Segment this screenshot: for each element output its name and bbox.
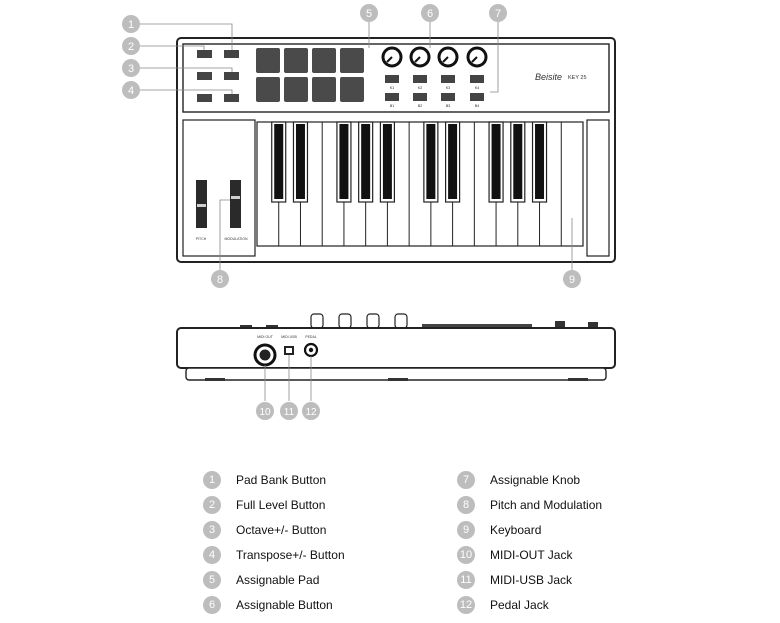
transpose-minus-button[interactable] [197,94,212,102]
pad[interactable] [312,48,336,73]
assignable-button[interactable] [441,75,455,83]
modulation-label: MODULATION [224,237,248,241]
legend [0,465,780,623]
legend-number: 8 [457,496,475,514]
callout-number: 5 [365,8,373,20]
black-key-top [361,124,370,199]
pad-label: B2 [417,104,423,108]
keyboard [257,122,583,246]
legend-number: 3 [203,521,221,539]
knob[interactable] [439,48,457,66]
assignable-button[interactable] [385,75,399,83]
legend-item [457,570,572,590]
legend-item [203,570,319,590]
pad-bank-button[interactable] [197,50,212,58]
knob-label: K2 [417,86,423,90]
callout-number: 9 [568,274,576,286]
black-key-top [383,124,392,199]
legend-item [457,520,541,540]
legend-label: Assignable Button [236,598,333,612]
legend-label: MIDI-USB Jack [490,573,573,587]
callout-number: 3 [127,63,135,75]
knob-label: K3 [445,86,451,90]
black-key-top [426,124,435,199]
legend-number: 9 [457,521,475,539]
legend-item [203,545,345,565]
modulation-wheel[interactable] [230,180,241,228]
octave-minus-button[interactable] [197,72,212,80]
legend-item [203,595,333,615]
back-body [177,328,615,368]
legend-number: 4 [203,546,221,564]
pad-label: B3 [445,104,451,108]
knob[interactable] [383,48,401,66]
legend-label: Pitch and Modulation [490,498,603,512]
black-key-top [535,124,544,199]
callout-number: 7 [494,8,502,20]
black-key-top [339,124,348,199]
legend-label: Assignable Pad [236,573,320,587]
midi-usb-jack[interactable] [284,346,294,355]
legend-number: 7 [457,471,475,489]
pedal-label: PEDAL [305,335,317,339]
legend-item [203,470,326,490]
callout-number: 4 [127,85,135,97]
legend-item [203,520,326,540]
midi-out-jack[interactable] [255,345,275,365]
pad-label: B1 [389,104,395,108]
legend-label: Pedal Jack [490,598,549,612]
black-key-top [296,124,305,199]
pad[interactable] [284,77,308,102]
pitch-label: PITCH [195,237,207,241]
knob-label: K4 [474,86,480,90]
black-key-top [448,124,457,199]
legend-number: 1 [203,471,221,489]
legend-number: 11 [457,571,475,589]
assignable-button[interactable] [413,75,427,83]
legend-label: MIDI-OUT Jack [490,548,573,562]
legend-label: Pad Bank Button [236,473,327,487]
callout-number: 6 [426,8,434,20]
legend-number: 5 [203,571,221,589]
wheel-panel [183,120,255,256]
assignable-button[interactable] [470,75,484,83]
black-key-top [274,124,283,199]
legend-number: 6 [203,596,221,614]
pad[interactable] [312,77,336,102]
pedal-jack[interactable] [305,344,317,356]
callout-number: 8 [216,274,224,286]
legend-number: 2 [203,496,221,514]
pad-label: B4 [474,104,480,108]
legend-label: Octave+/- Button [236,523,327,537]
pad[interactable] [256,48,280,73]
pitch-wheel[interactable] [196,180,207,228]
pad[interactable] [284,48,308,73]
legend-label: Full Level Button [236,498,326,512]
assignable-button[interactable] [470,93,484,101]
legend-item [203,495,325,515]
knob[interactable] [468,48,486,66]
callout-number: 10 [259,407,271,418]
model-name: KEY 25 [568,75,587,81]
black-key-top [513,124,522,199]
black-key-top [492,124,501,199]
callout-number: 1 [127,19,135,31]
full-level-button[interactable] [224,50,239,58]
legend-number: 12 [457,596,475,614]
legend-item [457,595,549,615]
transpose-plus-button[interactable] [224,94,239,102]
pad[interactable] [340,48,364,73]
legend-number: 10 [457,546,475,564]
legend-item [457,495,602,515]
callout-number: 2 [127,41,135,53]
legend-label: Keyboard [490,523,542,537]
legend-item [457,545,572,565]
callout-number: 12 [305,407,317,418]
legend-item [457,470,580,490]
midi-usb-label: MIDI USB [281,335,297,339]
pad[interactable] [340,77,364,102]
knob-label: K1 [389,86,395,90]
back-view [177,314,615,381]
callout-number: 11 [283,407,295,418]
back-top-buttons [240,321,598,328]
assignable-button[interactable] [441,93,455,101]
back-top-knobs [311,314,407,328]
midi-out-label: MIDI OUT [257,335,273,339]
right-panel [587,120,609,256]
assignable-button[interactable] [385,93,399,101]
legend-label: Assignable Knob [490,473,581,487]
assignable-button[interactable] [413,93,427,101]
pad[interactable] [256,77,280,102]
octave-plus-button[interactable] [224,72,239,80]
brand-logo: Beisite [535,72,563,82]
knob[interactable] [411,48,429,66]
legend-label: Transpose+/- Button [236,548,345,562]
